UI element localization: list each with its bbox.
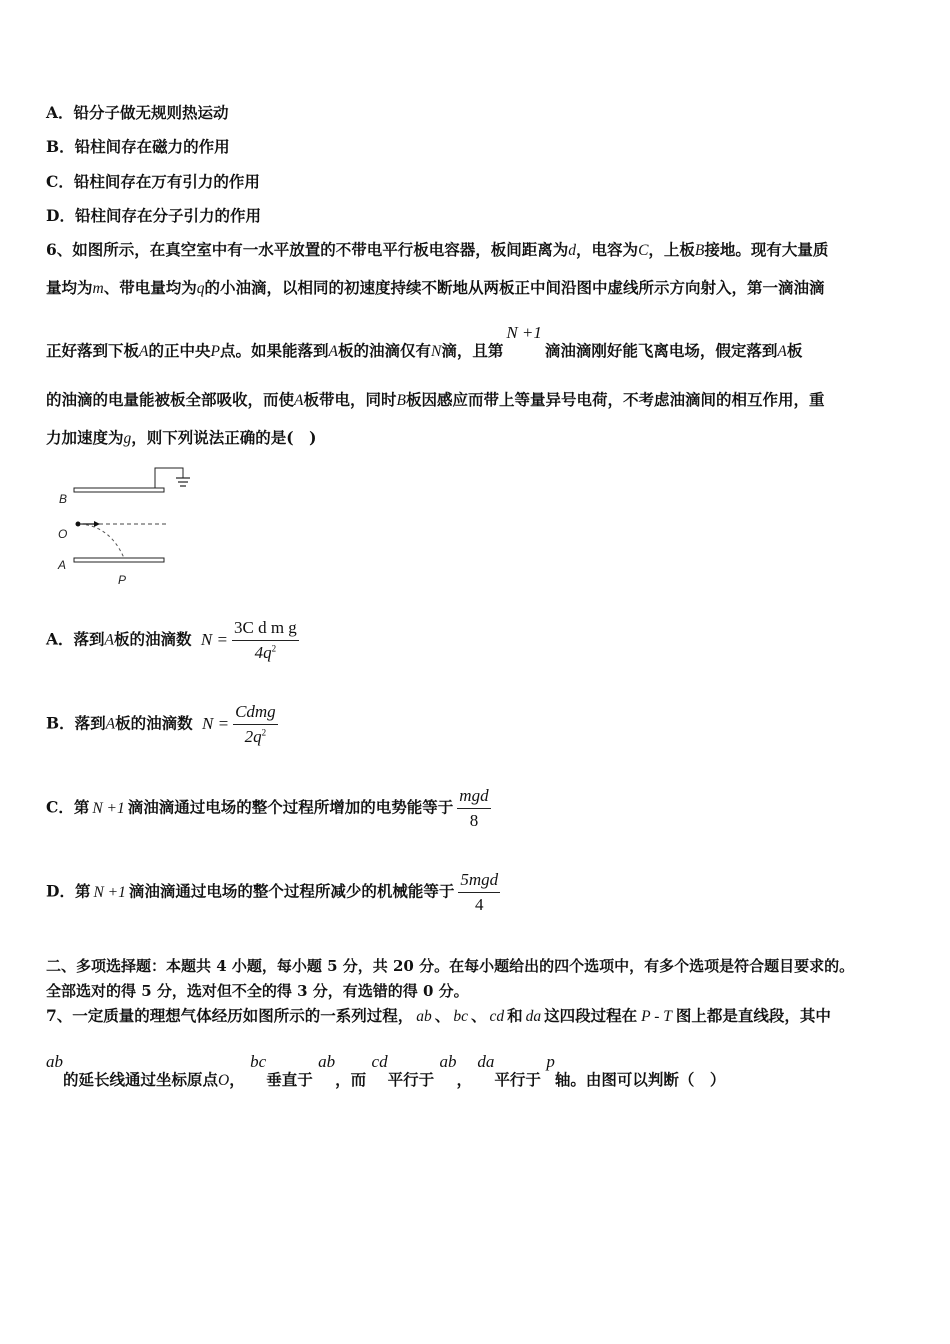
option-b: B．铅柱间存在磁力的作用 bbox=[46, 137, 230, 156]
option-d: D．铅柱间存在分子引力的作用 bbox=[46, 206, 261, 225]
q6-option-d: D．第 N +1 滴油滴通过电场的整个过程所减少的机械能等于 $\frac{\text{5mgd}}{4}$ bbox=[46, 870, 499, 914]
question-6-line-2: 量均为m、带电量均为q的小油滴，以相同的初速度持续不断地从两板正中间沿图中虚线所示方向射入，第一滴油滴 bbox=[46, 278, 825, 297]
plate-b bbox=[74, 468, 183, 492]
ground-icon bbox=[176, 478, 190, 486]
n-plus-one: N +1 bbox=[506, 323, 542, 342]
plate-a bbox=[74, 558, 164, 562]
question-7-line-1: 7、一定质量的理想气体经历如图所示的一系列过程， ab 、 bc 、 cd 和 da 这四段过程在 P - T 图上都是直线段，其中 bbox=[46, 1006, 831, 1025]
question-6-line-4: 的油滴的电量能被板全部吸收，而使A板带电，同时B板因感应而带上等量异号电荷，不考虑油滴间的相互作用，重 bbox=[46, 390, 825, 409]
q6-option-a: A．落到A板的油滴数 N = $\frac{\text{3C d m g}}{4q^2}$ bbox=[46, 618, 297, 662]
fraction-b: $\frac{\text{Cdmg}}{2q^2}$ bbox=[235, 702, 276, 746]
label-p: P bbox=[118, 573, 127, 587]
q6-option-c: C．第 N +1 滴油滴通过电场的整个过程所增加的电势能等于 $\frac{\text{mgd}}{8}$ bbox=[46, 786, 489, 830]
question-7-line-2: ab的延长线通过坐标原点O， bc垂直于 ab，而 cd平行于 ab， da平行于 p轴。由图可以判断（ ） bbox=[46, 1052, 726, 1089]
option-a: A．铅分子做无规则热运动 bbox=[46, 103, 229, 122]
section-2-heading: 二、多项选择题：本题共 4 小题，每小题 5 分，共 20 分。在每小题给出的四个选项中，有多个选项是符合题目要求的。 bbox=[46, 957, 855, 975]
question-6-line-1: 6、如图所示，在真空室中有一水平放置的不带电平行板电容器，板间距离为d，电容为C，上板B接地。现有大量质 bbox=[46, 240, 829, 259]
label-b: B bbox=[59, 492, 68, 506]
trajectory-curve bbox=[80, 524, 124, 558]
fraction-a: $\frac{\text{3C d m g}}{4q^2}$ bbox=[233, 618, 297, 662]
fraction-d: $\frac{\text{5mgd}}{4}$ bbox=[460, 870, 499, 914]
question-6-line-5: 力加速度为g，则下列说法正确的是( ) bbox=[46, 428, 317, 447]
arrowhead-icon bbox=[94, 521, 100, 527]
label-o: O bbox=[58, 527, 68, 541]
q6-option-b: B．落到A板的油滴数 N = $\frac{\text{Cdmg}}{2q^2}$ bbox=[46, 702, 276, 746]
fraction-c: $\frac{\text{mgd}}{8}$ bbox=[459, 786, 489, 830]
section-2-note: 全部选对的得 5 分，选对但不全的得 3 分，有选错的得 0 分。 bbox=[46, 982, 469, 1000]
option-c: C．铅柱间存在万有引力的作用 bbox=[46, 172, 260, 191]
capacitor-diagram bbox=[52, 462, 202, 590]
label-a: A bbox=[58, 558, 67, 572]
question-6-line-3: 正好落到下板A的正中央P点。如果能落到A板的油滴仅有N滴，且第N +1滴油滴刚好能飞离电场，假定落到A板 bbox=[46, 323, 803, 360]
